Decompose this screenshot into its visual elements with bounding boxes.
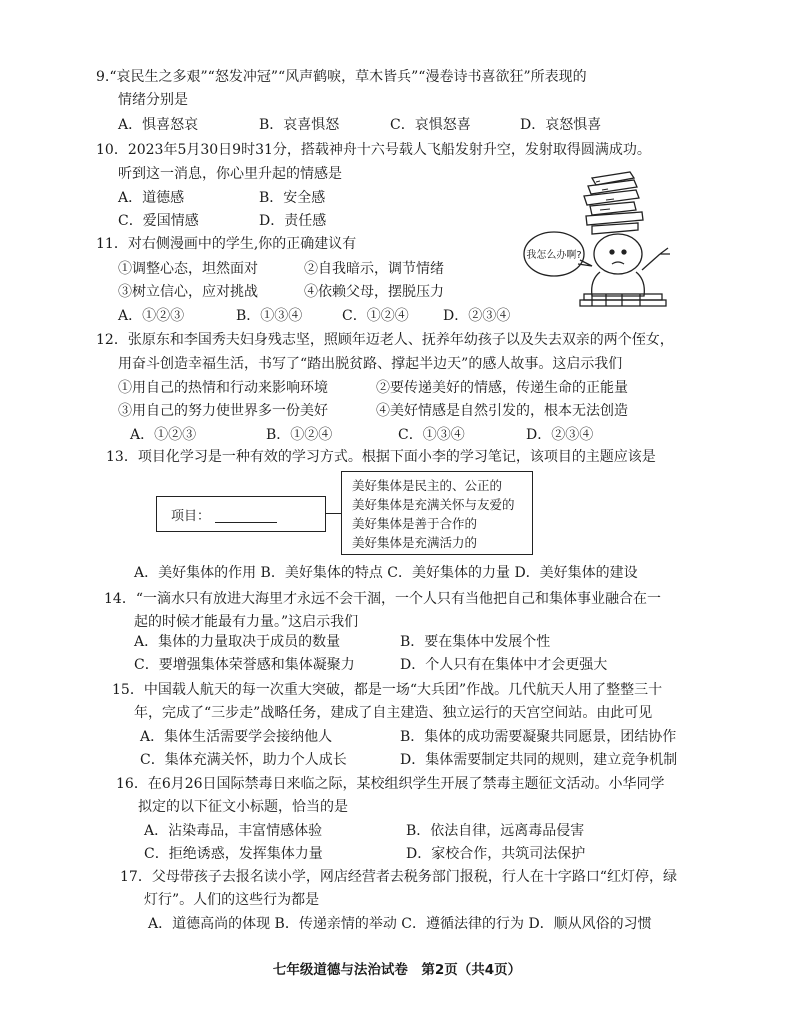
- q16-stem-line1: 16．在6月26日国际禁毒日来临之际，某校组织学生开展了禁毒主题征文活动。小华同学: [116, 776, 665, 792]
- note-line-4: 美好集体是充满活力的: [352, 535, 478, 550]
- q17-options: A．道德高尚的体现 B．传递亲情的举动 C．遵循法律的行为 D．顺从风俗的习惯: [148, 916, 652, 932]
- q9-option-d: D．哀怒惧喜: [520, 117, 602, 133]
- cartoon-illustration: [522, 160, 682, 310]
- q14-stem-line1: 14．“一滴水只有放进大海里才永远不会干涸，一个人只有当他把自己和集体事业融合在一: [104, 591, 661, 607]
- q14-option-a: A．集体的力量取决于成员的数量: [134, 634, 341, 650]
- q12-item-3: ③用自己的努力使世界多一份美好: [118, 403, 328, 419]
- q10-option-b: B．安全感: [259, 190, 326, 206]
- q12-item-2: ②要传递美好的情感，传递生命的正能量: [376, 380, 628, 396]
- q16-options-row2: [144, 844, 704, 864]
- connector-line: [326, 513, 341, 514]
- q16-option-d: D．家校合作，共筑司法保护: [406, 846, 586, 862]
- q13-options: A．美好集体的作用 B．美好集体的特点 C．美好集体的力量 D．美好集体的建设: [134, 565, 638, 581]
- q11-item-4: ④依赖父母，摆脱压力: [304, 284, 444, 300]
- page-footer: 七年级道德与法治试卷 第2页（共4页）: [272, 962, 522, 978]
- q14-options-row1: [134, 632, 694, 652]
- q9-option-c: C．哀惧怒喜: [390, 117, 471, 133]
- note-line-1: 美好集体是民主的、公正的: [352, 478, 503, 493]
- q9-stem-line1: 9.“哀民生之多艰”“怒发冲冠”“风声鹤唳，草木皆兵”“漫卷诗书喜欲狂”所表现的: [96, 69, 587, 85]
- project-label: 项目：: [171, 509, 211, 524]
- q15-options-row2: [140, 750, 700, 770]
- q16-options-row1: [144, 821, 704, 841]
- q9-stem-line2: 情绪分别是: [118, 92, 188, 108]
- q14-options-row2: [134, 655, 694, 675]
- study-notes-box: [341, 471, 533, 555]
- q15-stem-line2: 年，完成了“三步走”战略任务，建成了自主建造、独立运行的天宫空间站。由此可见: [134, 705, 653, 721]
- q11-item-1: ①调整心态，坦然面对: [118, 261, 258, 277]
- q15-options-row1: [140, 727, 700, 747]
- q12-item-1: ①用自己的热情和行动来影响环境: [118, 380, 328, 396]
- q14-option-c: C．要增强集体荣誉感和集体凝聚力: [134, 657, 355, 673]
- q12-option-c: C．①③④: [398, 427, 465, 443]
- q12-options: [130, 425, 610, 445]
- q12-option-d: D．②③④: [526, 427, 594, 443]
- q10-option-c: C．爱国情感: [118, 213, 199, 229]
- q10-options-row1: [118, 188, 418, 208]
- q10-stem-line1: 10．2023年5月30日9时31分，搭载神舟十六号载人飞船发射升空，发射取得圆满成功。: [96, 142, 651, 158]
- q11-option-a: A．①②③: [118, 308, 185, 324]
- q9-option-a: A．惧喜怒哀: [118, 117, 199, 133]
- q14-stem-line2: 起的时候才能最有力量。”这启示我们: [134, 614, 359, 630]
- q11-option-b: B．①③④: [236, 308, 303, 324]
- q17-stem-line1: 17．父母带孩子去报名读小学，网店经营者去税务部门报税，行人在十字路口“红灯停，绿: [120, 869, 677, 885]
- q11-options: [118, 306, 518, 326]
- note-line-3: 美好集体是善于合作的: [352, 516, 478, 531]
- q15-stem-line1: 15．中国载人航天的每一次重大突破，都是一场“大兵团”作战。几代航天人用了整整三十: [112, 682, 663, 698]
- q14-option-d: D．个人只有在集体中才会更强大: [400, 657, 608, 673]
- q12-stem-line2: 用奋斗创造幸福生活，书写了“踏出脱贫路、撑起半边天”的感人故事。这启示我们: [118, 356, 623, 372]
- q10-options-row2: [118, 211, 418, 231]
- q12-items-row1: [118, 378, 678, 398]
- q10-option-a: A．道德感: [118, 190, 185, 206]
- q16-option-a: A．沾染毒品，丰富情感体验: [144, 823, 323, 839]
- q15-option-a: A．集体生活需要学会接纳他人: [140, 729, 333, 745]
- q15-option-c: C．集体充满关怀，助力个人成长: [140, 752, 347, 768]
- q16-option-c: C．拒绝诱惑，发挥集体力量: [144, 846, 323, 862]
- project-blank: [215, 522, 277, 523]
- q10-stem-line2: 听到这一消息，你心里升起的情感是: [118, 166, 342, 182]
- q11-item-3: ③树立信心，应对挑战: [118, 284, 258, 300]
- q12-stem-line1: 12．张原东和李国秀夫妇身残志坚，照顾年迈老人、抚养年幼孩子以及失去双亲的两个侄女，: [96, 332, 674, 348]
- q9-options: [118, 115, 758, 135]
- q10-option-d: D．责任感: [259, 213, 327, 229]
- cartoon-speech-text: 我怎么办啊?: [526, 250, 582, 261]
- q17-stem-line2: 灯行”。人们的这些行为都是: [144, 892, 320, 908]
- q11-items-row2: [118, 282, 498, 302]
- q12-items-row2: [118, 401, 678, 421]
- q16-stem-line2: 拟定的以下征文小标题，恰当的是: [138, 799, 348, 815]
- q15-option-b: B．集体的成功需要凝聚共同愿景，团结协作: [400, 729, 677, 745]
- project-box: [156, 496, 326, 532]
- q11-option-c: C．①②④: [342, 308, 409, 324]
- q11-item-2: ②自我暗示，调节情绪: [304, 261, 444, 277]
- note-line-2: 美好集体是充满关怀与友爱的: [352, 497, 515, 512]
- q16-option-b: B．依法自律，远离毒品侵害: [406, 823, 585, 839]
- q9-option-b: B．哀喜惧怒: [259, 117, 340, 133]
- q14-option-b: B．要在集体中发展个性: [400, 634, 551, 650]
- q11-option-d: D．②③④: [443, 308, 511, 324]
- q12-option-a: A．①②③: [130, 427, 197, 443]
- q12-item-4: ④美好情感是自然引发的，根本无法创造: [376, 403, 628, 419]
- q15-option-d: D．集体需要制定共同的规则，建立竞争机制: [400, 752, 678, 768]
- q13-stem: 13．项目化学习是一种有效的学习方式。根据下面小李的学习笔记，该项目的主题应该是: [106, 449, 656, 465]
- q12-option-b: B．①②④: [266, 427, 333, 443]
- q11-items-row1: [118, 259, 498, 279]
- q11-stem: 11．对右侧漫画中的学生,你的正确建议有: [96, 236, 357, 252]
